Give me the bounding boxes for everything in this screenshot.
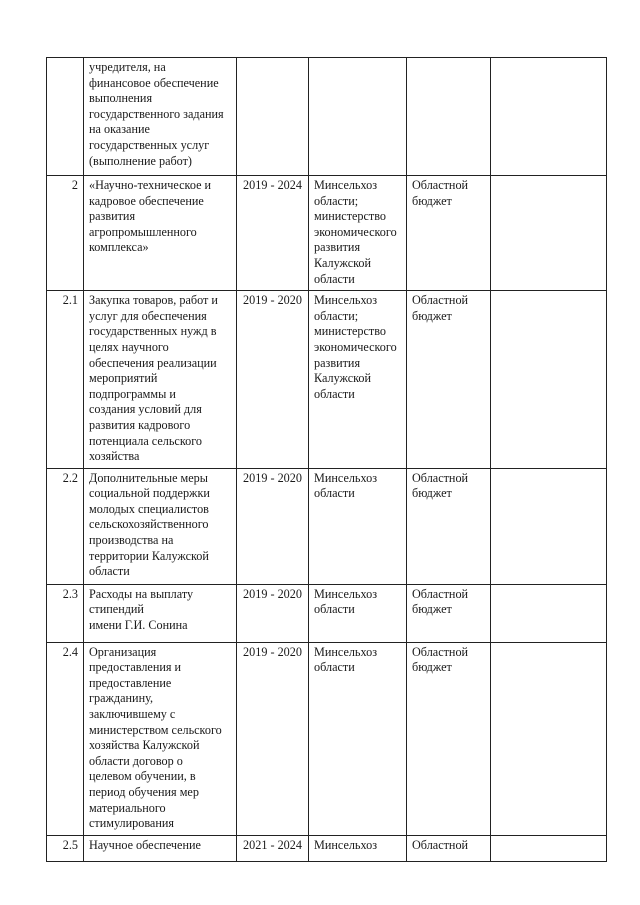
row-number-cell: 2 — [47, 176, 84, 291]
row-number-cell: 2.2 — [47, 468, 84, 584]
extra-cell — [491, 835, 607, 861]
funding-source-cell: Областной бюджет — [407, 584, 491, 642]
funding-source-cell — [407, 58, 491, 176]
row-number-cell: 2.3 — [47, 584, 84, 642]
executor-cell: Минсельхоз области — [309, 584, 407, 642]
years-cell: 2021 - 2024 — [237, 835, 309, 861]
years-cell: 2019 - 2020 — [237, 468, 309, 584]
program-activities-table — [46, 57, 607, 862]
row-number-cell: 2.5 — [47, 835, 84, 861]
executor-cell: Минсельхоз — [309, 835, 407, 861]
years-cell: 2019 - 2020 — [237, 642, 309, 835]
table-row — [47, 584, 607, 642]
executor-cell: Минсельхоз области — [309, 642, 407, 835]
extra-cell — [491, 291, 607, 469]
funding-source-cell: Областной — [407, 835, 491, 861]
executor-cell: Минсельхоз области — [309, 468, 407, 584]
extra-cell — [491, 468, 607, 584]
executor-cell: Минсельхоз области; министерство экономического развития Калужской области — [309, 291, 407, 469]
extra-cell — [491, 58, 607, 176]
row-number-cell — [47, 58, 84, 176]
activity-name-cell: Дополнительные меры социальной поддержки молодых специалистов сельскохозяйственного производства на территории Калужской области — [84, 468, 237, 584]
years-cell: 2019 - 2024 — [237, 176, 309, 291]
activity-name-cell: Расходы на выплату стипендий имени Г.И. Сонина — [84, 584, 237, 642]
table-row — [47, 58, 607, 176]
row-number-cell: 2.4 — [47, 642, 84, 835]
extra-cell — [491, 584, 607, 642]
table-row — [47, 176, 607, 291]
row-number-cell: 2.1 — [47, 291, 84, 469]
executor-cell — [309, 58, 407, 176]
funding-source-cell: Областной бюджет — [407, 176, 491, 291]
extra-cell — [491, 642, 607, 835]
activity-name-cell: учредителя, на финансовое обеспечение выполнения государственного задания на оказание государственных услуг (выполнение работ) — [84, 58, 237, 176]
extra-cell — [491, 176, 607, 291]
activity-name-cell: «Научно-техническое и кадровое обеспечение развития агропромышленного комплекса» — [84, 176, 237, 291]
years-cell — [237, 58, 309, 176]
table-row — [47, 642, 607, 835]
activity-name-cell: Организация предоставления и предоставление гражданину, заключившему с министерством сельского хозяйства Калужской области договор о целевом обучении, в период обучения мер материального стимулирования — [84, 642, 237, 835]
funding-source-cell: Областной бюджет — [407, 291, 491, 469]
years-cell: 2019 - 2020 — [237, 291, 309, 469]
table-row — [47, 291, 607, 469]
funding-source-cell: Областной бюджет — [407, 642, 491, 835]
years-cell: 2019 - 2020 — [237, 584, 309, 642]
executor-cell: Минсельхоз области; министерство экономического развития Калужской области — [309, 176, 407, 291]
table-row — [47, 468, 607, 584]
activity-name-cell: Закупка товаров, работ и услуг для обеспечения государственных нужд в целях научного обеспечения реализации мероприятий подпрограммы и создания условий для развития кадрового потенциала сельского хозяйства — [84, 291, 237, 469]
activity-name-cell: Научное обеспечение — [84, 835, 237, 861]
table-row — [47, 835, 607, 861]
funding-source-cell: Областной бюджет — [407, 468, 491, 584]
